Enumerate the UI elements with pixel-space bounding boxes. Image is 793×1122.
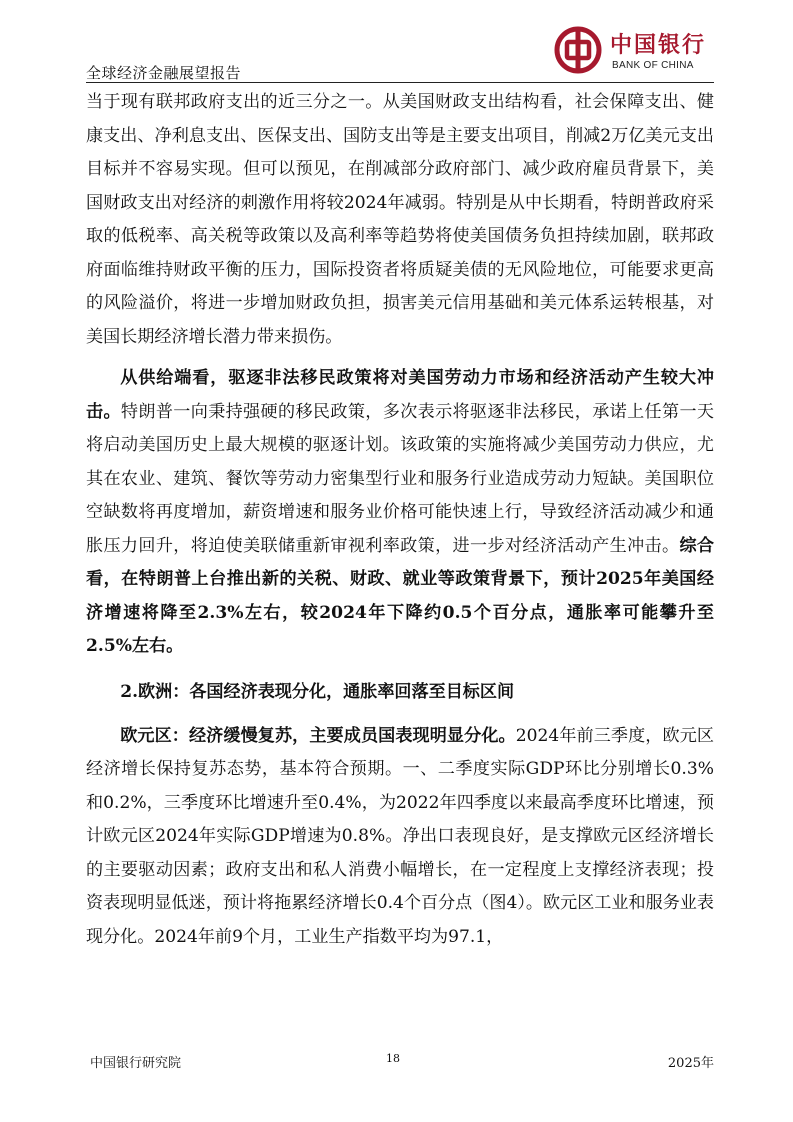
page-header	[86, 20, 714, 82]
paragraph-eurozone-text: 2024年前三季度，欧元区经济增长保持复苏态势，基本符合预期。一、二季度实际GDP环比分别增长0.3%和0.2%，三季度环比增速升至0.4%，为2022年四季度以来最高季度环比增速，预计欧元区2024年实际GDP增速为0.8%。净出口表现良好，是支撑欧元区经济增长的主要驱动因素；政府支出和私人消费小幅增长，在一定程度上支撑经济表现；投资表现明显低迷，预计将拖累经济增长0.4个百分点（图4）。欧元区工业和服务业表现分化。2024年前9个月，工业生产指数平均为97.1，	[86, 725, 714, 947]
footer-year: 2025年	[667, 1056, 714, 1071]
page-footer	[86, 1052, 714, 1072]
bank-name-chinese: 中国银行	[610, 33, 707, 58]
bank-name-english: BANK OF CHINA	[612, 60, 694, 71]
footer-institute: 中国银行研究院	[90, 1056, 182, 1071]
header-divider	[86, 82, 714, 83]
bank-of-china-emblem-icon	[554, 26, 602, 74]
paragraph-eurozone-lead: 欧元区：经济缓慢复苏，主要成员国表现明显分化。	[120, 725, 516, 746]
section-heading-europe: 2.欧洲：各国经济表现分化，通胀率回落至目标区间	[120, 681, 515, 702]
paragraph-immigration-policy	[86, 362, 714, 664]
paragraph-eurozone	[86, 720, 714, 955]
paragraph-immigration-text: 特朗普一向秉持强硬的移民政策，多次表示将驱逐非法移民，承诺上任第一天将启动美国历史上最大规模的驱逐计划。该政策的实施将减少美国劳动力供应，尤其在农业、建筑、餐饮等劳动力密集型行业和服务行业造成劳动力短缺。美国职位空缺数将再度增加，薪资增速和服务业价格可能快速上行，导致经济活动减少和通胀压力回升，将迫使美联储重新审视利率政策，进一步对经济活动产生冲击。	[86, 401, 715, 556]
report-title: 全球经济金融展望报告	[86, 64, 242, 82]
bank-logo	[554, 24, 714, 78]
paragraph-immigration-conclusion: 综合看，在特朗普上台推出新的关税、财政、就业等政策背景下，预计2025年美国经济增速将降至2.3%左右，较2024年下降约0.5个百分点，通胀率可能攀升至2.5%左右。	[86, 535, 715, 656]
page-body	[86, 86, 714, 954]
paragraph-fiscal-spending: 当于现有联邦政府支出的近三分之一。从美国财政支出结构看，社会保障支出、健康支出、净利息支出、医保支出、国防支出等是主要支出项目，削减2万亿美元支出目标并不容易实现。但可以预见，在削减部分政府部门、减少政府雇员背景下，美国财政支出对经济的刺激作用将较2024年减弱。特别是从中长期看，特朗普政府采取的低税率、高关税等政策以及高利率等趋势将使美国债务负担持续加剧，联邦政府面临维持财政平衡的压力，国际投资者将质疑美债的无风险地位，可能要求更高的风险溢价，将进一步增加财政负担，损害美元信用基础和美元体系运转根基，对美国长期经济增长潜力带来损伤。	[86, 92, 714, 347]
paragraph-immigration-lead: 从供给端看，驱逐非法移民政策将对美国劳动力市场和经济活动产生较大冲击。	[86, 368, 714, 422]
page-number: 18	[386, 1052, 400, 1065]
